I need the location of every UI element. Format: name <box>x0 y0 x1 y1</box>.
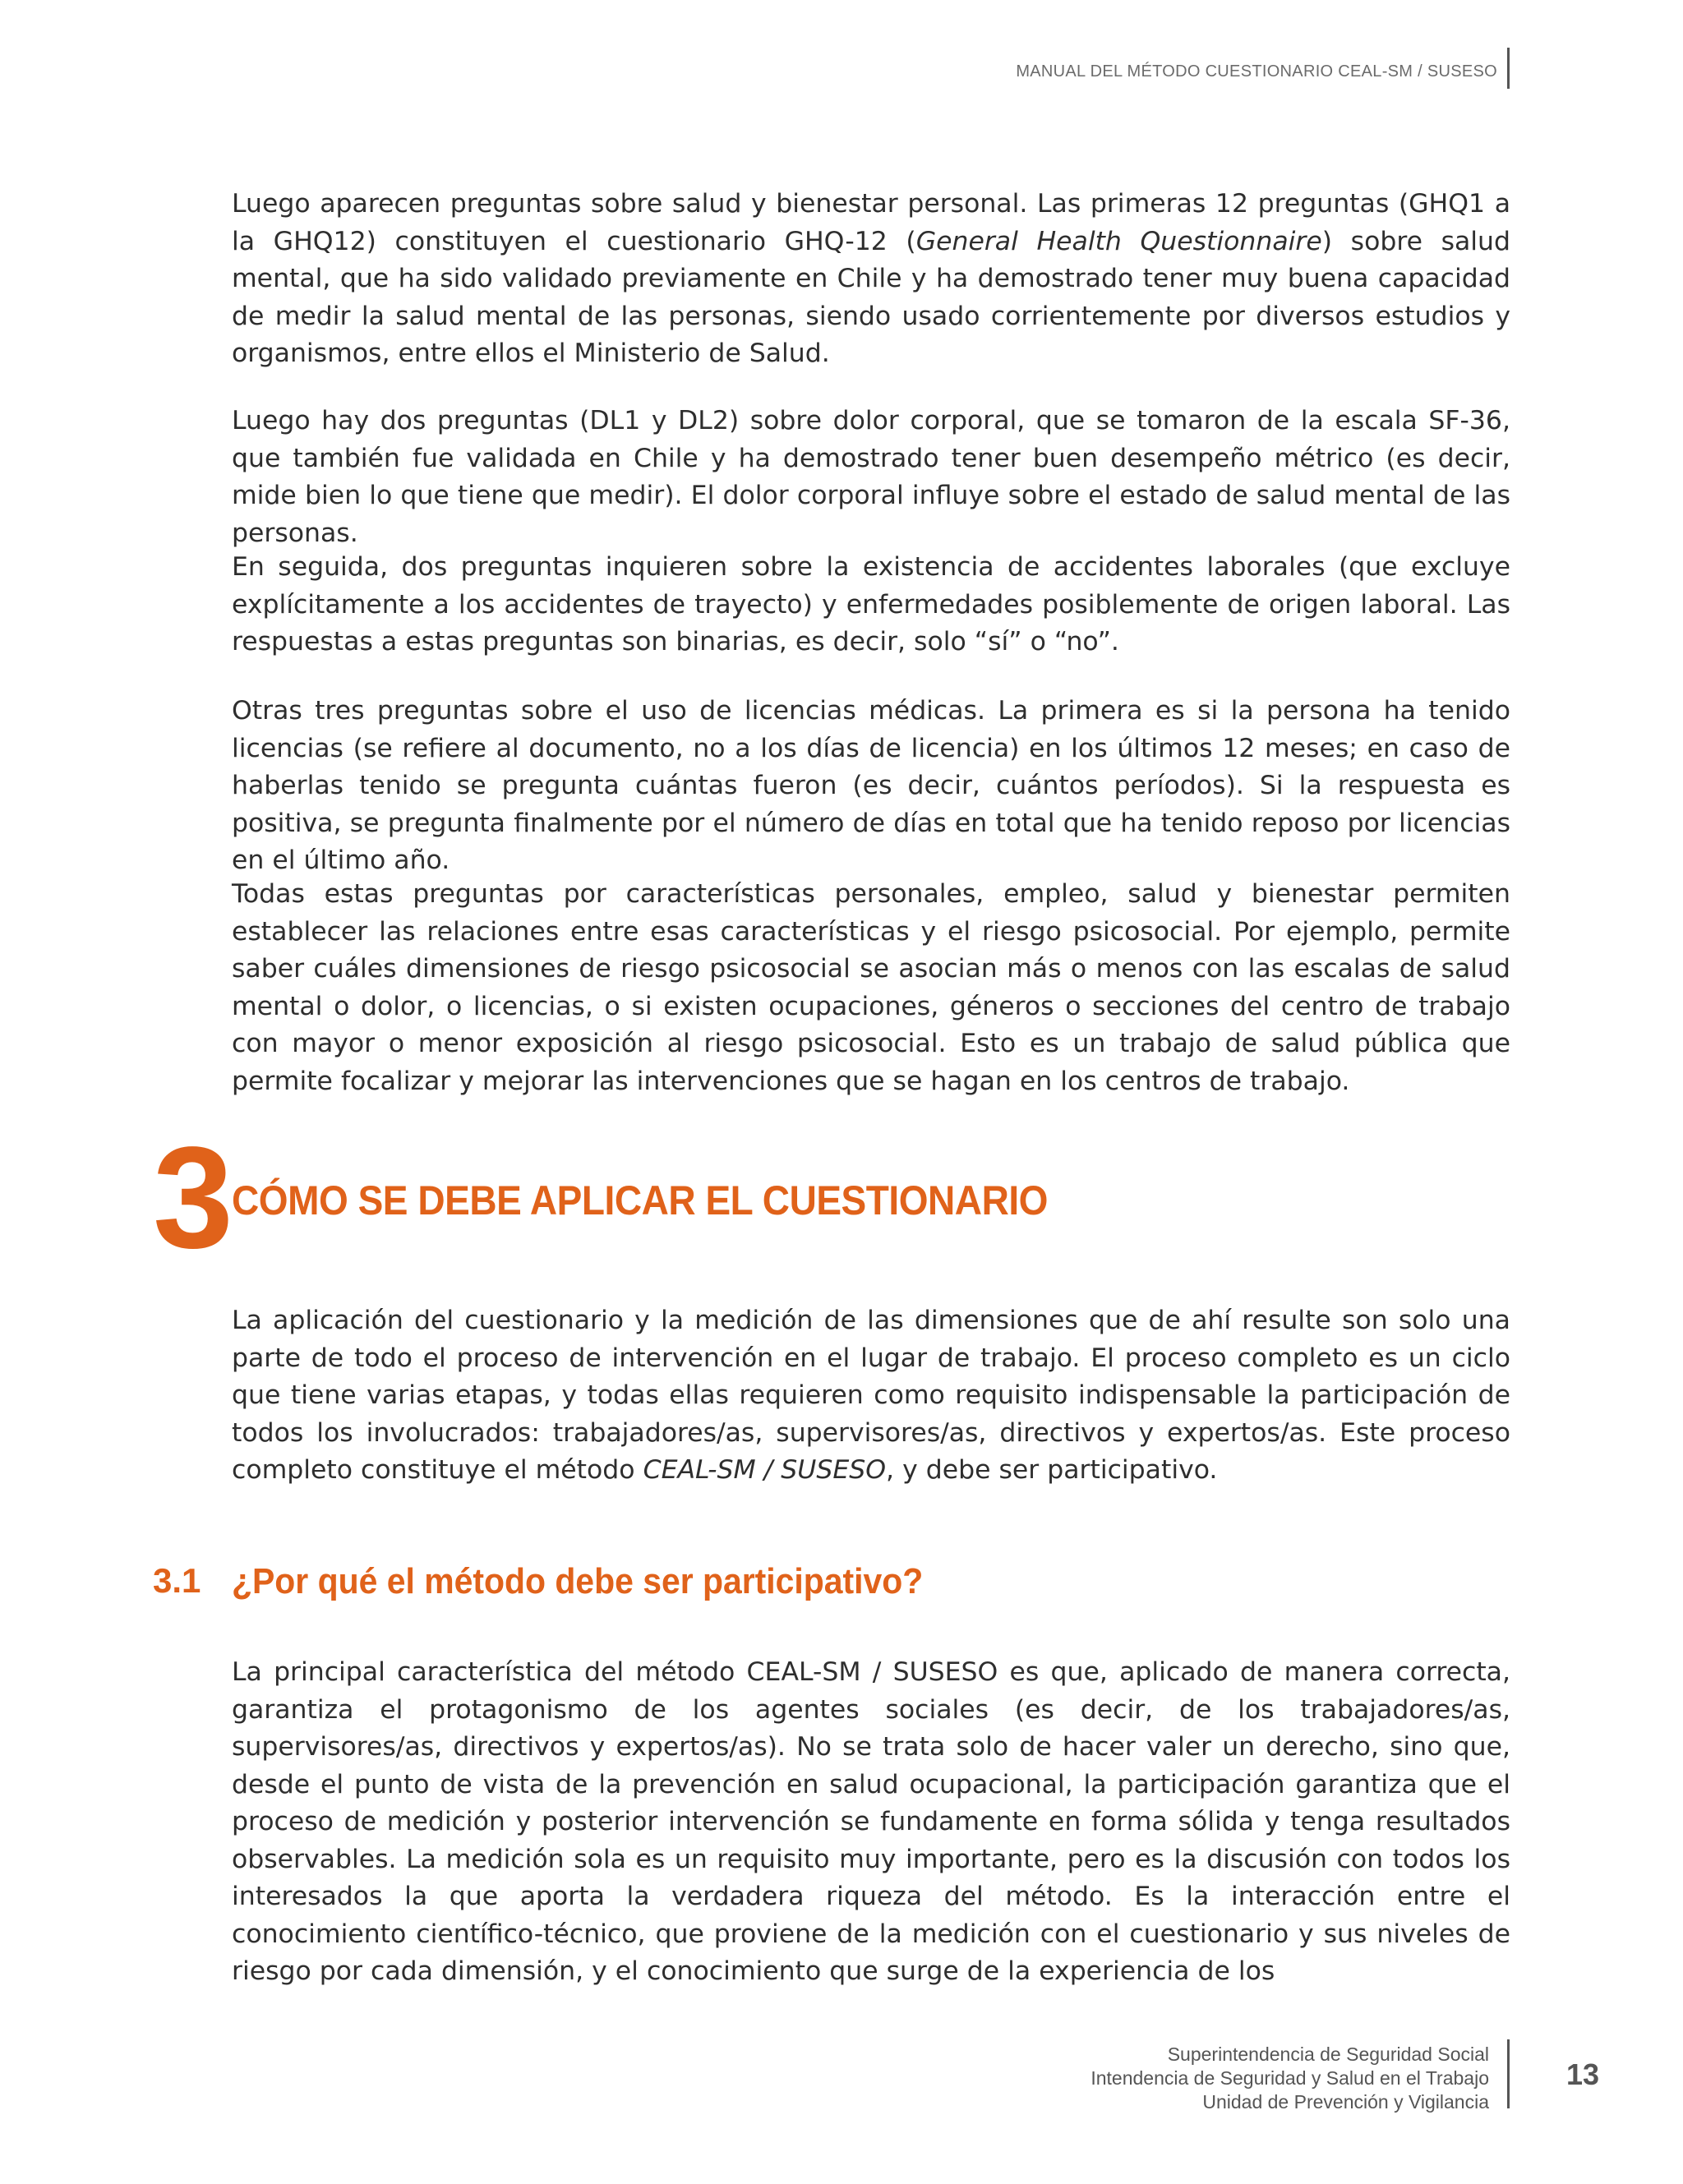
footer-institution <box>1090 2043 1489 2114</box>
paragraph-aplicacion <box>232 1302 1510 1490</box>
paragraph-ghq-italic: General Health Questionnaire <box>915 226 1322 256</box>
header-divider <box>1507 48 1510 89</box>
paragraph-aplicacion-text-a: La aplicación del cuestionario y la medición de las dimensiones que de ahí resulte son solo una parte de todo el proceso de intervención en el lugar de trabajo. El proceso completo es un ciclo que tiene varias etapas, y todas ellas requieren como requisito indispensable la participación de todos los involucrados: trabajadores/as, supervisores/as, directivos y expertos/as. Este proceso completo constituye el método <box>232 1306 1510 1485</box>
footer-line-3: Unidad de Prevención y Vigilancia <box>1202 2091 1489 2113</box>
footer-line-2: Intendencia de Seguridad y Salud en el Trabajo <box>1090 2067 1489 2089</box>
paragraph-relaciones: Todas estas preguntas por características personales, empleo, salud y bienestar permiten establecer las relaciones entre esas características y el riesgo psicosocial. Por ejemplo, permite saber cuáles dimensiones de riesgo psicosocial se asocian más o menos con las escalas de salud mental o dolor, o licencias, o si existen ocupaciones, géneros o secciones del centro de trabajo con mayor o menor exposición al riesgo psicosocial. Esto es un trabajo de salud pública que permite focalizar y mejorar las intervenciones que se hagan en los centros de trabajo. <box>232 879 1510 1096</box>
paragraph-ghq <box>232 186 1510 373</box>
paragraph-accidentes: En seguida, dos preguntas inquieren sobre la existencia de accidentes laborales (que excluye explícitamente a los accidentes de trayecto) y enfermedades posiblemente de origen laboral. Las respuestas a estas preguntas son binarias, es decir, solo “sí” o “no”. <box>232 552 1510 657</box>
subsection-number: 3.1 <box>153 1561 201 1600</box>
footer-divider <box>1507 2039 1510 2108</box>
footer-line-1: Superintendencia de Seguridad Social <box>1167 2043 1489 2065</box>
section-title: CÓMO SE DEBE APLICAR EL CUESTIONARIO <box>232 1177 1048 1223</box>
running-header: MANUAL DEL MÉTODO CUESTIONARIO CEAL-SM / SUSESO <box>1016 62 1497 81</box>
paragraph-licencias: Otras tres preguntas sobre el uso de licencias médicas. La primera es si la persona ha tenido licencias (se refiere al documento, no a los días de licencia) en los últimos 12 meses; en caso de haberlas tenido se pregunta cuántas fueron (es decir, cuántos períodos). Si la respuesta es positiva, se pregunta finalmente por el número de días en total que ha tenido reposo por licencias en el último año. <box>232 696 1510 875</box>
paragraph-aplicacion-italic: CEAL-SM / SUSESO <box>643 1455 887 1485</box>
subsection-title: ¿Por qué el método debe ser participativo? <box>232 1561 924 1601</box>
paragraph-aplicacion-text-b: , y debe ser participativo. <box>886 1455 1218 1485</box>
paragraph-dolor: Luego hay dos preguntas (DL1 y DL2) sobre dolor corporal, que se tomaron de la escala SF-36, que también fue validada en Chile y ha demostrado tener buen desempeño métrico (es decir, mide bien lo que tiene que medir). El dolor corporal influye sobre el estado de salud mental de las personas. <box>232 406 1510 548</box>
section-number: 3 <box>153 1117 230 1279</box>
page-number: 13 <box>1566 2057 1600 2091</box>
paragraph-participativo: La principal característica del método CEAL-SM / SUSESO es que, aplicado de manera correcta, garantiza el protagonismo de los agentes sociales (es decir, de los trabajadores/as, supervisores/as, directivos y expertos/as). No se trata solo de hacer valer un derecho, sino que, desde el punto de vista de la prevención en salud ocupacional, la participación garantiza que el proceso de medición y posterior intervención se fundamente en forma sólida y tenga resultados observables. La medición sola es un requisito muy importante, pero es la discusión con todos los interesados la que aporta la verdadera riqueza del método. Es la interacción entre el conocimiento científico-técnico, que proviene de la medición con el cuestionario y sus niveles de riesgo por cada dimensión, y el conocimiento que surge de la experiencia de los <box>232 1657 1510 1986</box>
paragraph-ghq-text-a: Luego aparecen preguntas sobre salud y bienestar personal. Las primeras 12 preguntas (GHQ1 a la GHQ12) constituyen el cuestionario GHQ-12 ( <box>232 189 1510 256</box>
paragraph-ghq-text-b: ) sobre salud mental, que ha sido validado previamente en Chile y ha demostrado tener muy buena capacidad de medir la salud mental de las personas, siendo usado corrientemente por diversos estudios y organismos, entre ellos el Ministerio de Salud. <box>232 226 1511 368</box>
